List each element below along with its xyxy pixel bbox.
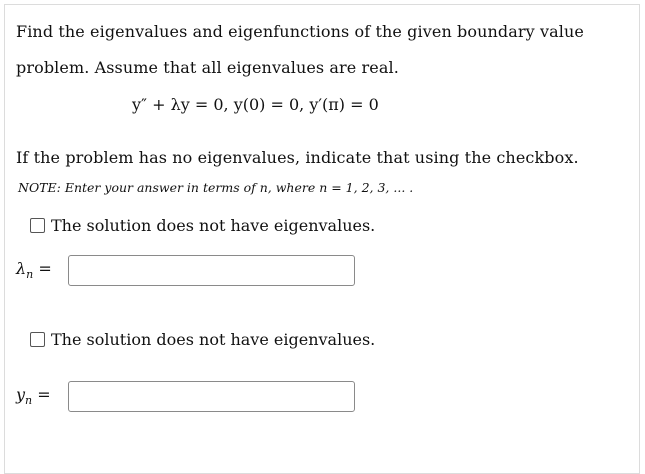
question-card: [4, 4, 640, 474]
no-eigenvalues-checkbox-row-2[interactable]: [30, 330, 375, 349]
question-text-line-2: problem. Assume that all eigenvalues are real.: [16, 58, 399, 77]
eigenvalue-input[interactable]: [68, 255, 355, 286]
boundary-value-equation: y″ + λy = 0, y(0) = 0, y′(π) = 0: [132, 95, 379, 114]
no-eigenvalues-checkbox-2[interactable]: [30, 332, 45, 347]
answer-format-note: NOTE: Enter your answer in terms of n, where n = 1, 2, 3, ... .: [18, 180, 414, 195]
lambda-subscript: n: [26, 268, 34, 282]
eigenvalue-label: [16, 259, 68, 281]
eigenfunction-input[interactable]: [68, 381, 355, 412]
eigenvalue-answer-row: [16, 255, 355, 286]
eigenfunction-answer-row: [16, 381, 355, 412]
lambda-symbol: λ: [16, 259, 27, 279]
no-eigenvalues-instruction: If the problem has no eigenvalues, indicate that using the checkbox.: [16, 148, 579, 167]
eigenvalue-equals: =: [33, 259, 52, 279]
no-eigenvalues-checkbox-label-2: The solution does not have eigenvalues.: [51, 330, 376, 349]
no-eigenvalues-checkbox-1[interactable]: [30, 218, 45, 233]
no-eigenvalues-checkbox-row-1[interactable]: [30, 216, 375, 235]
no-eigenvalues-checkbox-label-1: The solution does not have eigenvalues.: [51, 216, 376, 235]
eigenfunction-label: [16, 385, 68, 407]
y-subscript: n: [25, 394, 33, 408]
question-text-line-1: Find the eigenvalues and eigenfunctions of the given boundary value: [16, 22, 584, 41]
eigenfunction-equals: =: [32, 385, 51, 405]
y-symbol: y: [16, 385, 26, 405]
